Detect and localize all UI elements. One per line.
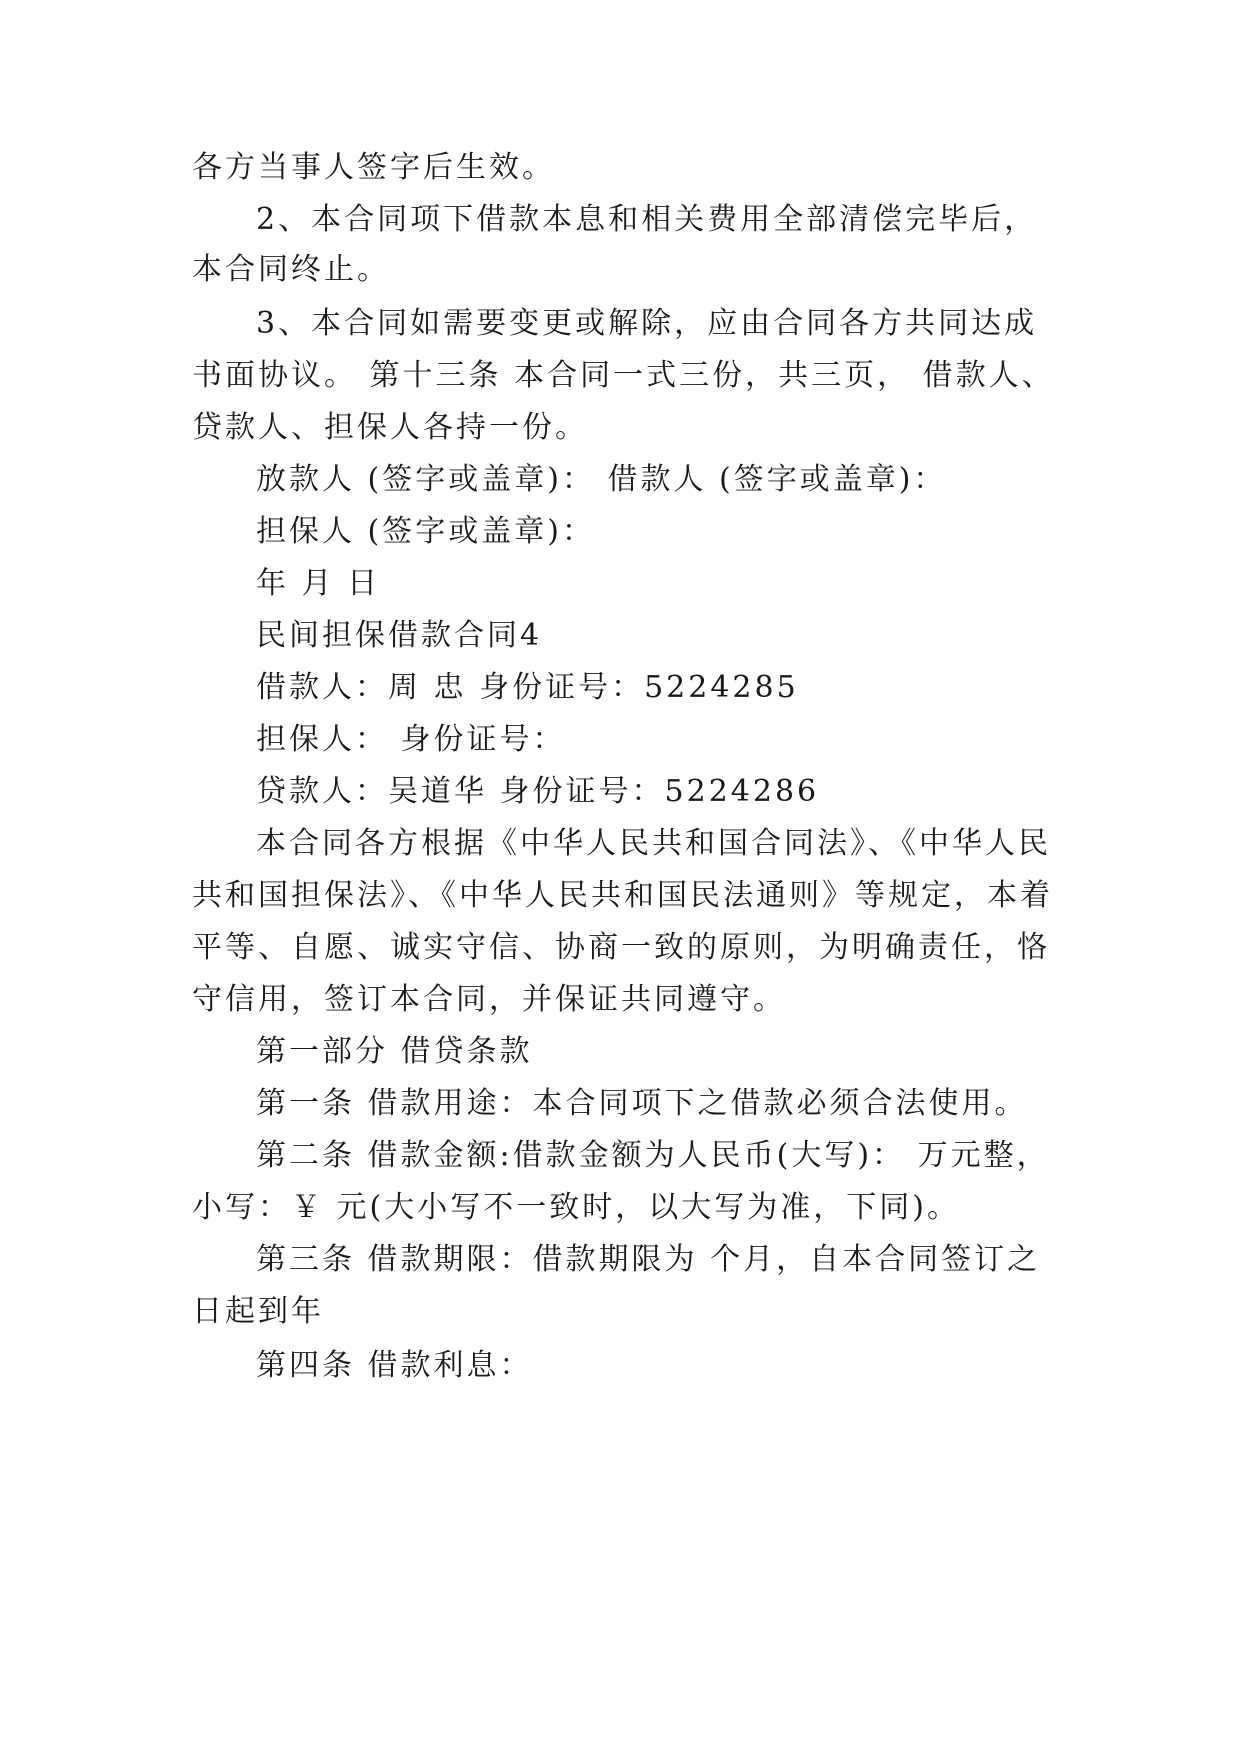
article-3: 第三条 借款期限：借款期限为 个月，自本合同签订之 [256, 1242, 1041, 1277]
lender-info: 贷款人：吴道华 身份证号：5224286 [256, 774, 820, 809]
text-line: 本合同终止。 [192, 252, 390, 287]
text-line: 书面协议。 第十三条 本合同一式三份，共三页， 借款人、 [192, 358, 1055, 393]
preamble-line: 本合同各方根据《中华人民共和国合同法》、《中华人民 [256, 826, 1051, 861]
text-line: 小写：￥ 元(大小写不一致时，以大写为准，下同)。 [192, 1190, 960, 1225]
guarantor-info: 担保人： 身份证号： [256, 722, 566, 757]
date-line: 年 月 日 [256, 566, 381, 601]
text-line: 贷款人、担保人各持一份。 [192, 410, 588, 445]
clause-2: 2、本合同项下借款本息和相关费用全部清偿完毕后， [256, 202, 1038, 237]
clause-3: 3、本合同如需要变更或解除，应由合同各方共同达成 [256, 306, 1038, 341]
article-1: 第一条 借款用途：本合同项下之借款必须合法使用。 [256, 1086, 1028, 1121]
text-line: 守信用，签订本合同，并保证共同遵守。 [192, 982, 786, 1017]
signature-lender-borrower: 放款人 (签字或盖章)： 借款人 (签字或盖章)： [256, 462, 947, 497]
article-4: 第四条 借款利息： [256, 1348, 533, 1383]
contract-title: 民间担保借款合同4 [256, 618, 543, 653]
borrower-info: 借款人：周 忠 身份证号：5224285 [256, 670, 799, 705]
text-line: 各方当事人签字后生效。 [192, 150, 555, 185]
text-line: 平等、自愿、诚实守信、协商一致的原则，为明确责任，恪 [192, 930, 1050, 965]
text-line: 共和国担保法》、《中华人民共和国民法通则》等规定，本着 [192, 878, 1053, 913]
article-2: 第二条 借款金额:借款金额为人民币(大写)： 万元整， [256, 1138, 1050, 1173]
text-line: 日起到年 [192, 1294, 324, 1329]
signature-guarantor: 担保人 (签字或盖章)： [256, 514, 595, 549]
section-heading: 第一部分 借贷条款 [256, 1034, 533, 1069]
